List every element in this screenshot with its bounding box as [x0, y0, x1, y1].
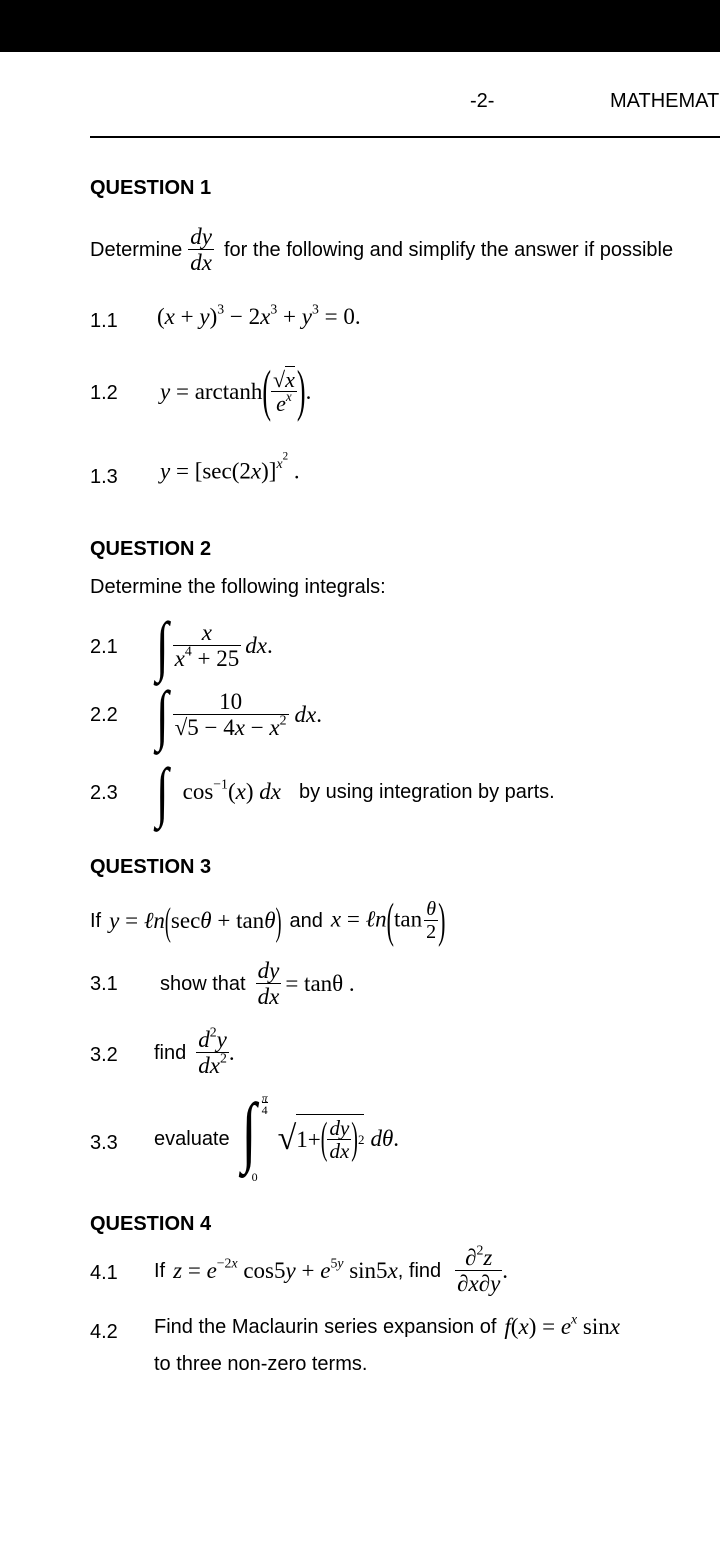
dy-dx-fraction: $\frac{dy}{dx}$ — [190, 223, 212, 275]
intro-rest: for the following and simplify the answer if possible — [223, 238, 674, 261]
expr-3-2: find $\frac{d^2y}{dx^2}$ . — [154, 1024, 235, 1078]
if-label: If — [154, 1259, 166, 1282]
intro-and: and — [289, 909, 323, 932]
intro-determine: Determine — [90, 238, 183, 261]
expr-2-2: ∫ $\frac{10}{√5 - 4x - x^2}$ dx. — [156, 677, 323, 752]
expr-1-3: $y = [\sec(2x)]^{x^2}$ . — [160, 451, 300, 484]
page-number: -2- — [470, 90, 495, 112]
intro-if: If — [90, 909, 102, 932]
expr-3-3: evaluate ∫ π 4 0 √ 1+ ( $\frac{dy}{dx}$ ) 2 dθ. — [154, 1087, 400, 1184]
expr-2-1: ∫ $\frac{x}{x^4 + 25}$ dx. — [156, 608, 273, 683]
item-number-1-1: 1.1 — [90, 310, 118, 332]
expr-2-3: ∫ $\cos^{-1}(x)$ dx by using integration by parts. — [156, 754, 555, 829]
question-2-intro: Determine the following integrals: — [90, 576, 386, 598]
item-number-4-2: 4.2 — [90, 1321, 118, 1343]
item-number-1-2: 1.2 — [90, 382, 118, 404]
question-1-intro — [90, 218, 673, 282]
integral-sign: ∫ — [156, 608, 169, 683]
find-label: find — [154, 1041, 187, 1064]
definite-integral: ∫ π 4 0 — [241, 1087, 268, 1184]
integration-note: by using integration by parts. — [299, 780, 555, 803]
item-number-3-1: 3.1 — [90, 973, 118, 995]
evaluate-label: evaluate — [154, 1127, 230, 1150]
integral-sign: ∫ — [156, 754, 169, 829]
question-4-heading: QUESTION 4 — [90, 1213, 212, 1235]
question-3-intro: If y = ℓn(secθ + tanθ) and x = ℓn(tan $\frac{\theta}{2}$ ) — [90, 892, 446, 948]
subject-title: MATHEMAT — [610, 90, 720, 112]
item-number-2-1: 2.1 — [90, 636, 118, 658]
item-number-1-3: 1.3 — [90, 466, 118, 488]
find-label: , find — [397, 1259, 442, 1282]
item-number-2-3: 2.3 — [90, 782, 118, 804]
item-number-3-2: 3.2 — [90, 1044, 118, 1066]
item-number-4-1: 4.1 — [90, 1262, 118, 1284]
expr-1-2: y = arctanh ( $\frac{√x}{e^x}$ ) . — [160, 359, 312, 423]
question-2-heading: QUESTION 2 — [90, 538, 212, 560]
header-rule — [90, 136, 720, 138]
maclaurin-text: Find the Maclaurin series expansion of — [154, 1315, 497, 1338]
top-status-bar — [0, 0, 720, 52]
expr-1-1: $(x + y)^3 - 2x^3 + y^3 = 0$. — [157, 301, 361, 329]
document-page — [0, 52, 720, 1560]
item-number-3-3: 3.3 — [90, 1132, 118, 1154]
item-number-2-2: 2.2 — [90, 704, 118, 726]
question-3-heading: QUESTION 3 — [90, 856, 212, 878]
expr-4-1: If $z = e^{-2x}$ $\cos 5y + e^{5y}$ sin5x , find $\frac{\partial^2z}{\partial x\partial y}$ . — [154, 1242, 509, 1296]
maclaurin-text-line-2: to three non-zero terms. — [154, 1353, 368, 1375]
question-1-heading: QUESTION 1 — [90, 177, 212, 199]
expr-4-2: Find the Maclaurin series expansion of $f(x) = e^x$ sinx — [154, 1311, 620, 1339]
integral-sign: ∫ — [156, 677, 169, 752]
show-that-label: show that — [160, 972, 246, 995]
expr-3-1: show that $\frac{dy}{dx}$ = tanθ . — [160, 957, 355, 1009]
